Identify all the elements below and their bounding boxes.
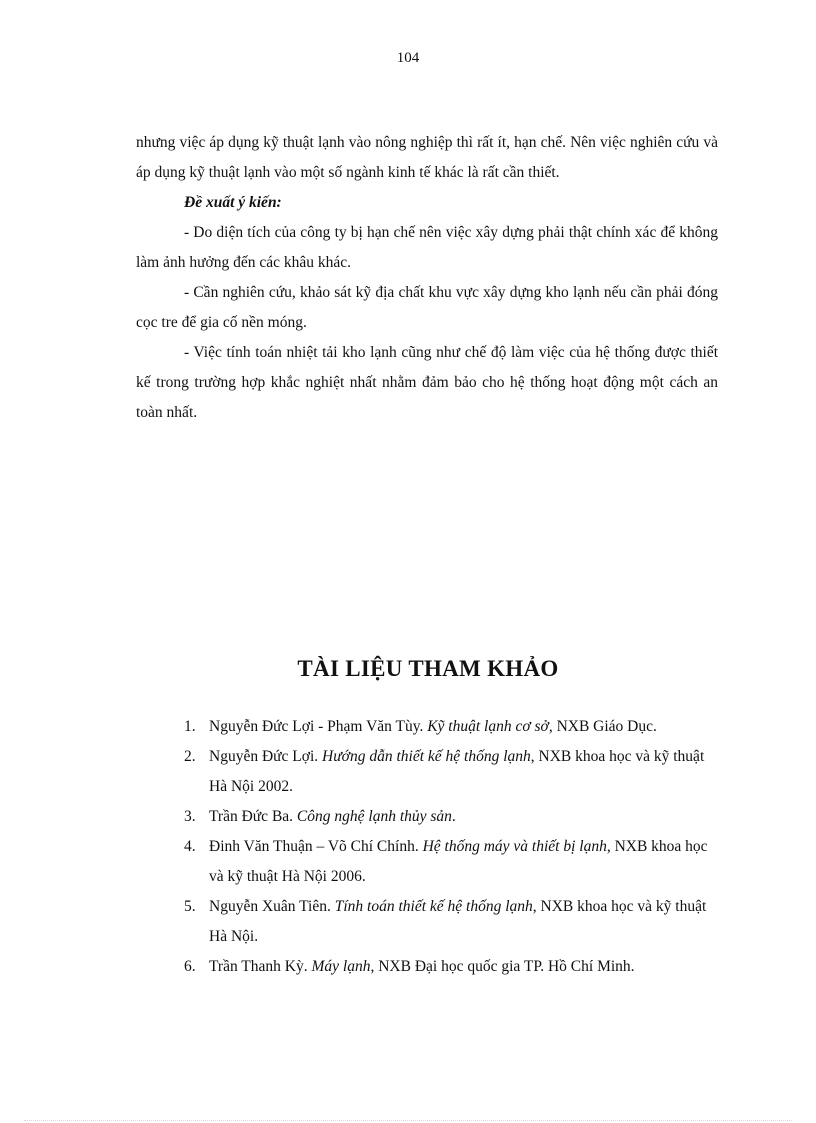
references-title: TÀI LIỆU THAM KHẢO bbox=[297, 656, 559, 681]
reference-book-title: Kỹ thuật lạnh cơ sở bbox=[427, 718, 549, 735]
paragraph-conclusion: nhưng việc áp dụng kỹ thuật lạnh vào nông nghiệp thì rất ít, hạn chế. Nên việc nghiên cứu và áp dụng kỹ thuật lạnh vào một số ngành kinh tế khác là rất cần thiết. bbox=[136, 134, 718, 181]
proposal-item-2: - Cần nghiên cứu, khảo sát kỹ địa chất khu vực xây dựng kho lạnh nếu cần phải đóng cọc tre để gia cố nền móng. bbox=[136, 284, 718, 331]
reference-item bbox=[184, 742, 718, 802]
page-number: 104 bbox=[396, 50, 420, 66]
reference-book-title: Công nghệ lạnh thủy sản bbox=[296, 808, 452, 825]
reference-book-title: Tính toán thiết kế hệ thống lạnh bbox=[334, 898, 533, 915]
reference-item bbox=[184, 952, 718, 982]
footer-dotted-rule bbox=[24, 1120, 792, 1121]
reference-authors: Đinh Văn Thuận – Võ Chí Chính. bbox=[209, 838, 423, 855]
reference-book-title: Máy lạnh bbox=[311, 958, 371, 975]
reference-authors: Trần Đức Ba. bbox=[209, 808, 297, 825]
reference-number: 1. bbox=[184, 718, 196, 735]
proposal-item-1: - Do diện tích của công ty bị hạn chế nên việc xây dựng phải thật chính xác để không làm ảnh hưởng đến các khâu khác. bbox=[136, 224, 718, 271]
reference-publisher: . bbox=[451, 808, 456, 825]
reference-number: 2. bbox=[184, 748, 196, 765]
reference-publisher: , NXB khoa học và kỹ thuật Hà Nội 2002. bbox=[209, 748, 705, 795]
reference-item bbox=[184, 802, 718, 832]
reference-item bbox=[184, 892, 718, 952]
proposal-heading: Đề xuất ý kiến: bbox=[184, 194, 282, 211]
references-list bbox=[184, 712, 718, 982]
reference-authors: Nguyễn Đức Lợi - Phạm Văn Tùy. bbox=[209, 718, 428, 735]
reference-authors: Nguyễn Xuân Tiên. bbox=[209, 898, 335, 915]
proposal-item-3: - Việc tính toán nhiệt tải kho lạnh cũng như chế độ làm việc của hệ thống được thiết kế trong trường hợp khắc nghiệt nhất nhằm đảm bảo cho hệ thống hoạt động một cách an toàn nhất. bbox=[136, 344, 718, 421]
reference-book-title: Hướng dẫn thiết kế hệ thống lạnh bbox=[322, 748, 531, 765]
reference-book-title: Hệ thống máy và thiết bị lạnh bbox=[422, 838, 607, 855]
reference-number: 5. bbox=[184, 898, 196, 915]
reference-authors: Nguyễn Đức Lợi. bbox=[209, 748, 323, 765]
reference-number: 4. bbox=[184, 838, 196, 855]
reference-item bbox=[184, 832, 718, 892]
reference-publisher: , NXB khoa học và kỹ thuật Hà Nội. bbox=[209, 898, 707, 945]
reference-publisher: , NXB khoa học và kỹ thuật Hà Nội 2006. bbox=[209, 838, 708, 885]
reference-publisher: , NXB Đại học quốc gia TP. Hồ Chí Minh. bbox=[370, 958, 635, 975]
reference-item bbox=[184, 712, 718, 742]
body-text bbox=[136, 128, 718, 428]
reference-authors: Trần Thanh Kỳ. bbox=[209, 958, 312, 975]
reference-number: 6. bbox=[184, 958, 196, 975]
reference-number: 3. bbox=[184, 808, 196, 825]
reference-publisher: , NXB Giáo Dục. bbox=[548, 718, 657, 735]
